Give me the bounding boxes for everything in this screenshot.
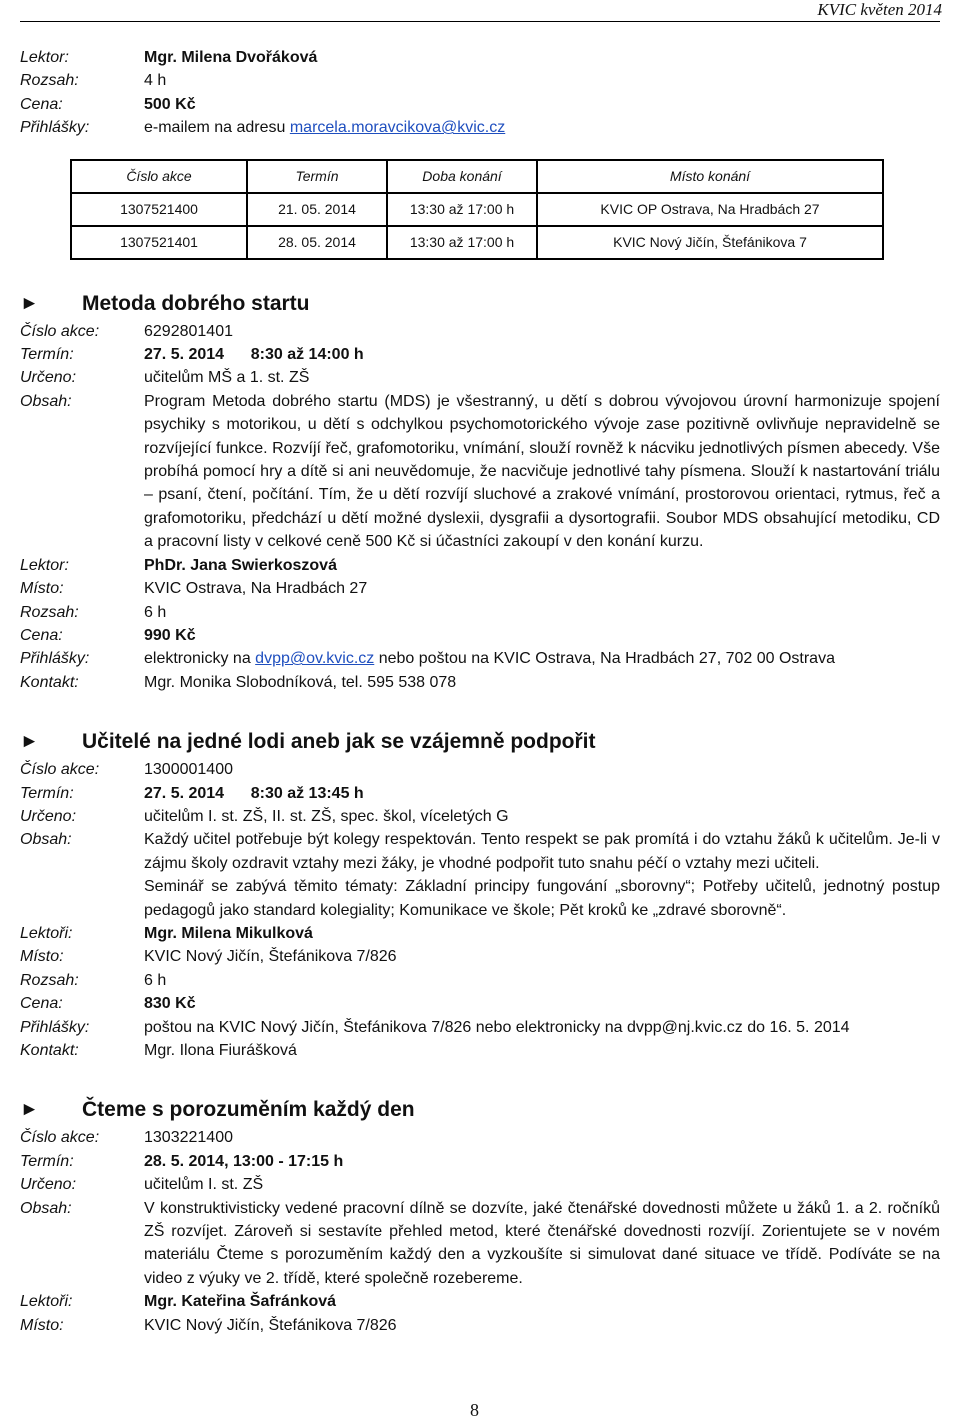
urceno-value: učitelům I. st. ZŠ — [144, 1176, 264, 1194]
prihlasky-prefix: e-mailem na adresu — [144, 119, 290, 137]
play-arrow-icon: ► — [20, 731, 39, 753]
section-title-text: Metoda dobrého startu — [82, 291, 310, 315]
urceno-label: Určeno: — [20, 1176, 77, 1194]
misto-value: KVIC Ostrava, Na Hradbách 27 — [144, 580, 368, 598]
obsah-row — [20, 828, 940, 922]
misto-row — [20, 577, 940, 600]
lektor-row — [20, 46, 940, 69]
obsah-label: Obsah: — [20, 1199, 72, 1217]
cislo-akce-row — [20, 320, 940, 343]
cena-row — [20, 624, 940, 647]
lektor-row — [20, 1290, 940, 1313]
rozsah-row — [20, 601, 940, 624]
section-title-text: Učitelé na jedné lodi aneb jak se vzájemně podpořit — [82, 730, 596, 754]
prihlasky-value — [144, 116, 940, 139]
kontakt-label: Kontakt: — [20, 673, 79, 691]
obsah-value: V konstruktivisticky vedené pracovní dílně se dozvíte, jaké čtenářské dovednosti můžete u žáků 1. a 2. ročníků ZŠ rozvíjet. Zároveň si sestavíte přehled metod, které čtenářské dovednosti rozvíjí. Zorientujete se v novém materiálu Čteme s porozuměním každý den a vyzkoušíte si simulovat dané situace ve třídě. Podíváte se na video z výuky ve 2. třídě, které společně rozebereme. — [144, 1199, 940, 1287]
events-table — [70, 159, 884, 260]
kontakt-value: Mgr. Ilona Fiurášková — [144, 1042, 297, 1059]
lektor-value: Mgr. Milena Mikulková — [144, 924, 313, 942]
obsah-paragraph: Seminář se zabývá těmito tématy: Základní principy fungování „sborovny“; Potřeby učitelů, jednotný postup pedagogů jako standard kolegiality; Komunikace ve škole; Pět kroků ke „zdravé sborovně“. — [144, 878, 940, 919]
termin-row — [20, 782, 940, 805]
rozsah-value: 6 h — [144, 603, 167, 621]
kontakt-row — [20, 671, 940, 694]
rozsah-value: 6 h — [144, 971, 167, 989]
lektor-value: Mgr. Milena Dvořáková — [144, 49, 318, 66]
rozsah-row — [20, 969, 940, 992]
table-cell: 13:30 až 17:00 h — [387, 193, 537, 226]
cena-label: Cena: — [20, 626, 63, 644]
table-cell: KVIC Nový Jičín, Štefánikova 7 — [537, 226, 883, 259]
termin-value: 28. 5. 2014, 13:00 - 17:15 h — [144, 1152, 344, 1170]
table-header-row — [71, 160, 883, 193]
cislo-akce-value: 6292801401 — [144, 322, 233, 340]
page-number: 8 — [470, 1400, 479, 1420]
misto-value: KVIC Nový Jičín, Štefánikova 7/826 — [144, 948, 397, 966]
kontakt-label: Kontakt: — [20, 1042, 79, 1059]
obsah-label: Obsah: — [20, 392, 72, 410]
termin-label: Termín: — [20, 346, 74, 364]
cena-value: 990 Kč — [144, 626, 196, 644]
misto-row — [20, 1314, 940, 1337]
table-cell: 21. 05. 2014 — [247, 193, 387, 226]
termin-label: Termín: — [20, 1152, 74, 1170]
prihlasky-label: Přihlášky: — [20, 650, 90, 668]
cislo-akce-label: Číslo akce: — [20, 322, 100, 340]
obsah-label: Obsah: — [20, 831, 72, 849]
cena-value: 830 Kč — [144, 995, 196, 1013]
cena-label: Cena: — [20, 995, 63, 1013]
prihlasky-value: poštou na KVIC Nový Jičín, Štefánikova 7/826 nebo elektronicky na dvpp@nj.kvic.cz do 16. 5. 2014 — [144, 1018, 850, 1036]
termin-row — [20, 1150, 940, 1173]
obsah-paragraph: Každý učitel potřebuje být kolegy respektován. Tento respekt se pak promítá i do vztahu žáků k učitelům. Je-li v zájmu školy ozdravit vztahy mezi žáky, je vhodné podpořit tuto snahu péčí o vztahy mezi učiteli. — [144, 831, 940, 872]
cena-label: Cena: — [20, 95, 63, 113]
table-row — [71, 226, 883, 259]
table-row — [71, 193, 883, 226]
section-title — [20, 288, 940, 320]
play-arrow-icon: ► — [20, 292, 39, 314]
lektor-row — [20, 922, 940, 945]
lektor-label: Lektoři: — [20, 1293, 73, 1311]
column-header: Číslo akce — [71, 160, 247, 193]
urceno-row — [20, 1173, 940, 1196]
header-rule — [20, 21, 940, 22]
cena-row — [20, 93, 940, 116]
lektor-value: PhDr. Jana Swierkoszová — [144, 556, 337, 574]
table-cell: 28. 05. 2014 — [247, 226, 387, 259]
email-link[interactable]: marcela.moravcikova@kvic.cz — [289, 119, 506, 137]
prihlasky-row — [20, 1016, 940, 1039]
column-header: Doba konání — [387, 160, 537, 193]
misto-value: KVIC Nový Jičín, Štefánikova 7/826 — [144, 1316, 397, 1334]
cislo-akce-row — [20, 758, 940, 781]
cislo-akce-row — [20, 1126, 940, 1149]
column-header: Místo konání — [537, 160, 883, 193]
urceno-label: Určeno: — [20, 369, 77, 387]
table-cell: 1307521400 — [71, 193, 247, 226]
cislo-akce-label: Číslo akce: — [20, 761, 100, 779]
termin-value: 27. 5. 2014 8:30 až 14:00 h — [144, 346, 364, 364]
urceno-row — [20, 805, 940, 828]
misto-label: Místo: — [20, 580, 64, 598]
cena-row — [20, 992, 940, 1015]
cena-value: 500 Kč — [144, 95, 196, 113]
misto-label: Místo: — [20, 1316, 64, 1334]
page-content — [20, 46, 940, 1337]
table-cell: 1307521401 — [71, 226, 247, 259]
prihlasky-prefix: elektronicky na — [144, 650, 256, 668]
prihlasky-row — [20, 116, 940, 139]
urceno-value: učitelům MŠ a 1. st. ZŠ — [144, 369, 310, 387]
misto-row — [20, 945, 940, 968]
running-header: KVIC květen 2014 — [817, 0, 942, 19]
obsah-row — [20, 390, 940, 554]
cislo-akce-value: 1300001400 — [144, 761, 233, 779]
obsah-value: Program Metoda dobrého startu (MDS) je všestranný, u dětí s dobrou vývojovou úrovní harmonizuje spojení psychiky s motorikou, u dětí s odchylkou psychomotorického vývoje zase pozitivně ovlivňuje nepravidelně se rozvíjející funkce. Rozvíjí řeč, grafomotoriku, vnímání, slouží rovněž k nácviku jednotlivých písmen abecedy. Vše probíhá pomocí hry a dítě si ani neuvědomuje, že nacvičuje jednotlivé tahy písmena. Slouží k nastartování triálu – psaní, čtení, počítání. Tím, že u dětí rozvíjí sluchové a zrakové vnímání, prostorovou orientaci, rytmus, řeč a grafomotoriku, předchází u dětí možné dyslexii, dysgrafii a dysortografii. Soubor MDS obsahující metodiku, CD a pracovní listy v celkové ceně 500 Kč si účastníci zakoupí v den konání kurzu. — [144, 392, 940, 551]
rozsah-label: Rozsah: — [20, 603, 79, 621]
lektor-label: Lektoři: — [20, 924, 73, 942]
cislo-akce-value: 1303221400 — [144, 1129, 233, 1147]
urceno-row — [20, 366, 940, 389]
misto-label: Místo: — [20, 948, 64, 966]
obsah-row — [20, 1197, 940, 1291]
termin-row — [20, 343, 940, 366]
kontakt-row — [20, 1039, 940, 1062]
obsah-value — [144, 828, 940, 922]
column-header: Termín — [247, 160, 387, 193]
email-link[interactable]: dvpp@ov.kvic.cz — [255, 650, 375, 668]
termin-value: 27. 5. 2014 8:30 až 13:45 h — [144, 784, 364, 802]
prihlasky-row — [20, 647, 940, 670]
prihlasky-label: Přihlášky: — [20, 1018, 90, 1036]
table-cell: 13:30 až 17:00 h — [387, 226, 537, 259]
lektor-label: Lektor: — [20, 49, 69, 66]
section-title-text: Čteme s porozuměním každý den — [82, 1098, 415, 1122]
prihlasky-label: Přihlášky: — [20, 119, 90, 137]
table-cell: KVIC OP Ostrava, Na Hradbách 27 — [537, 193, 883, 226]
urceno-label: Určeno: — [20, 807, 77, 825]
rozsah-value: 4 h — [144, 72, 167, 90]
prihlasky-value — [144, 647, 940, 670]
rozsah-row — [20, 69, 940, 92]
termin-label: Termín: — [20, 784, 74, 802]
urceno-value: učitelům I. st. ZŠ, II. st. ZŠ, spec. škol, víceletých G — [144, 807, 509, 825]
section-title — [20, 726, 940, 758]
cislo-akce-label: Číslo akce: — [20, 1129, 100, 1147]
play-arrow-icon: ► — [20, 1099, 39, 1121]
section-title — [20, 1094, 940, 1126]
kontakt-value: Mgr. Monika Slobodníková, tel. 595 538 078 — [144, 673, 457, 691]
lektor-row — [20, 554, 940, 577]
lektor-label: Lektor: — [20, 556, 69, 574]
rozsah-label: Rozsah: — [20, 971, 79, 989]
rozsah-label: Rozsah: — [20, 72, 79, 90]
prihlasky-suffix: nebo poštou na KVIC Ostrava, Na Hradbách 27, 702 00 Ostrava — [374, 650, 835, 668]
lektor-value: Mgr. Kateřina Šafránková — [144, 1293, 337, 1311]
